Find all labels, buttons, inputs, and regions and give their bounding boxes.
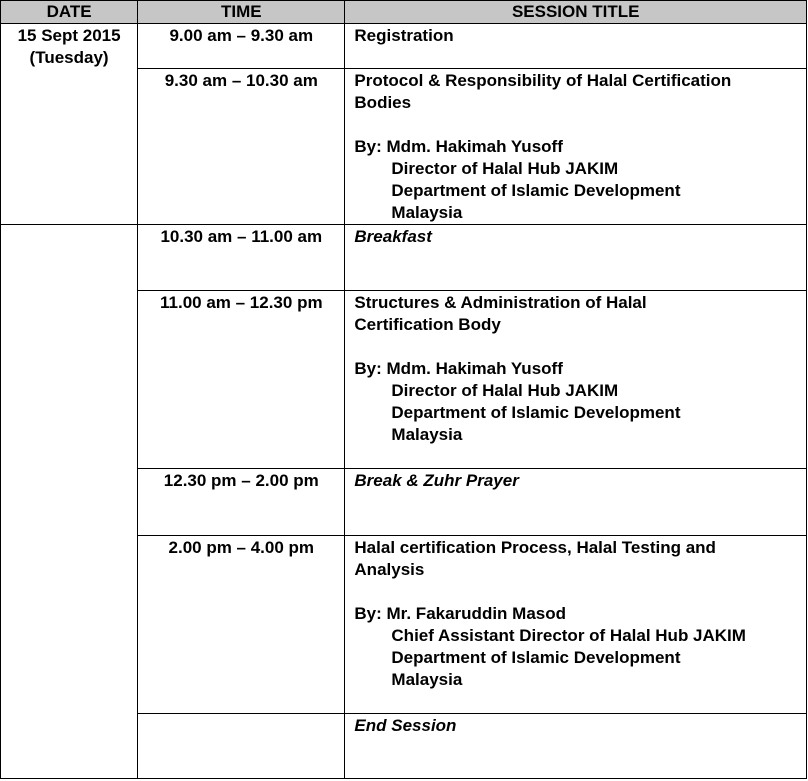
speaker-org: Department of Islamic Development — [391, 181, 681, 200]
header-session-title: SESSION TITLE — [345, 1, 807, 24]
header-date: DATE — [1, 1, 138, 24]
session-title — [345, 69, 807, 225]
time-cell: 2.00 pm – 4.00 pm — [138, 536, 345, 714]
session-title — [345, 536, 807, 714]
table-row — [1, 225, 807, 291]
session-title: Break & Zuhr Prayer — [345, 469, 807, 536]
header-time: TIME — [138, 1, 345, 24]
header-row — [1, 1, 807, 24]
date-text: 15 Sept 2015 — [17, 26, 121, 45]
speaker-name: By: Mdm. Hakimah Yusoff — [354, 137, 563, 156]
title-line: Analysis — [354, 560, 425, 579]
day-text: (Tuesday) — [29, 48, 109, 67]
speaker-org: Department of Islamic Development — [391, 648, 681, 667]
session-title — [345, 291, 807, 469]
time-cell: 10.30 am – 11.00 am — [138, 225, 345, 291]
time-cell: 12.30 pm – 2.00 pm — [138, 469, 345, 536]
date-cell — [1, 24, 138, 225]
speaker-role: Director of Halal Hub JAKIM — [391, 381, 619, 400]
time-cell — [138, 714, 345, 779]
speaker-name: By: Mr. Fakaruddin Masod — [354, 604, 566, 623]
title-line: Certification Body — [354, 315, 501, 334]
speaker-name: By: Mdm. Hakimah Yusoff — [354, 359, 563, 378]
title-line: Structures & Administration of Halal — [354, 293, 647, 312]
speaker-country: Malaysia — [391, 670, 463, 689]
time-cell: 9.00 am – 9.30 am — [138, 24, 345, 69]
speaker-role: Chief Assistant Director of Halal Hub JAKIM — [391, 626, 746, 645]
date-cell-empty — [1, 225, 138, 779]
time-cell: 9.30 am – 10.30 am — [138, 69, 345, 225]
speaker-org: Department of Islamic Development — [391, 403, 681, 422]
title-line: Halal certification Process, Halal Testing and — [354, 538, 716, 557]
speaker-country: Malaysia — [391, 203, 463, 222]
speaker-role: Director of Halal Hub JAKIM — [391, 159, 619, 178]
time-cell: 11.00 am – 12.30 pm — [138, 291, 345, 469]
title-line: Protocol & Responsibility of Halal Certification — [354, 71, 732, 90]
table-row — [1, 24, 807, 69]
session-title: Registration — [345, 24, 807, 69]
speaker-country: Malaysia — [391, 425, 463, 444]
title-line: Bodies — [354, 93, 412, 112]
session-title: End Session — [345, 714, 807, 779]
session-title: Breakfast — [345, 225, 807, 291]
